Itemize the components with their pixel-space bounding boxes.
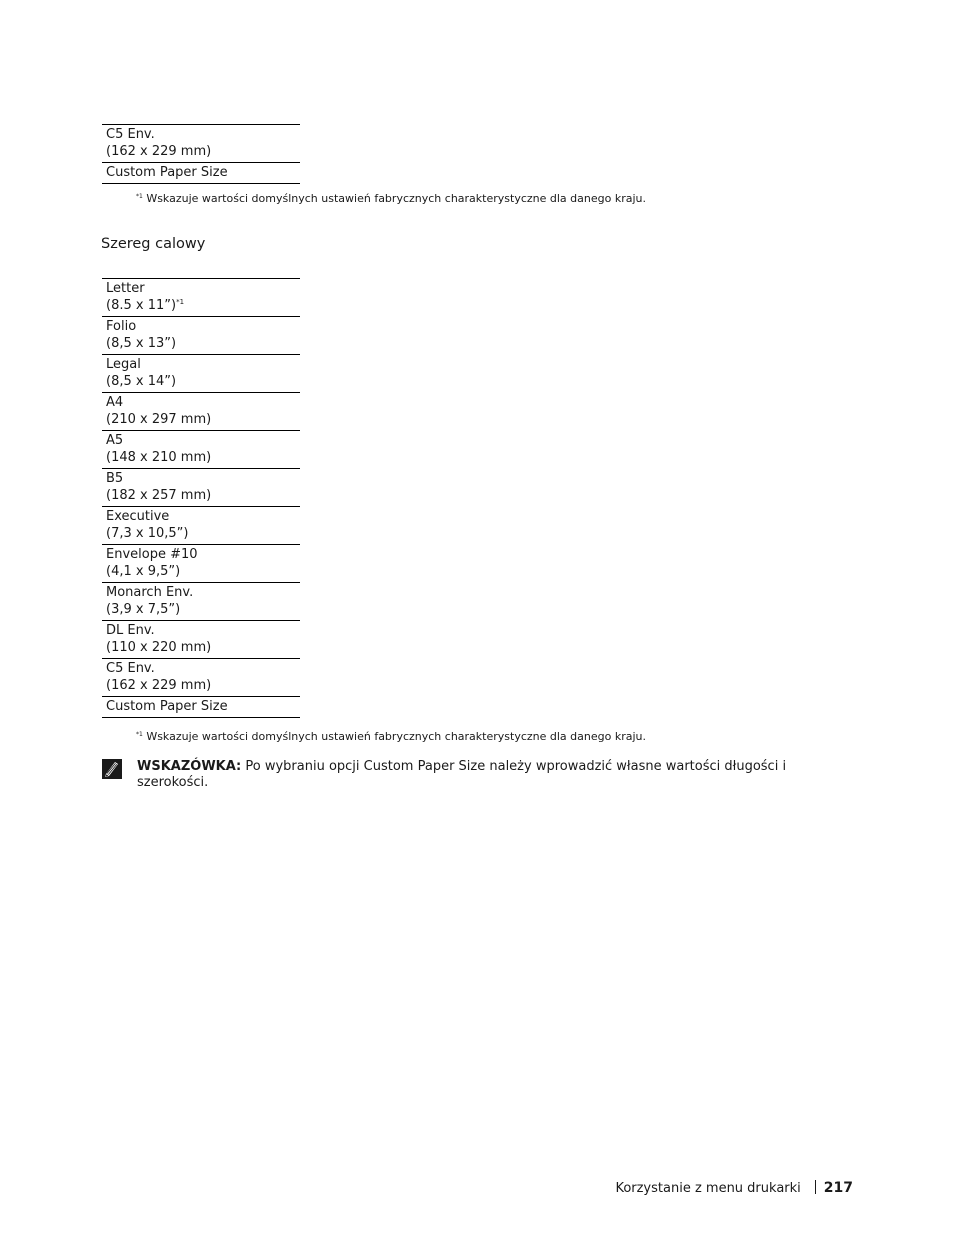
note-text <box>137 759 797 791</box>
paper-name: Letter <box>106 281 145 296</box>
paper-dimensions: (162 x 229 mm) <box>106 144 212 159</box>
paper-dimensions: (8.5 x 11”) <box>106 298 177 313</box>
paper-name: Custom Paper Size <box>106 165 228 180</box>
paper-name: A4 <box>106 395 124 410</box>
table-row <box>102 659 300 697</box>
paper-dimensions: (3,9 x 7,5”) <box>106 602 181 617</box>
table-row <box>102 469 300 507</box>
note-label: WSKAZÓWKA: <box>137 759 242 774</box>
paper-dimensions: (182 x 257 mm) <box>106 488 212 503</box>
table-row <box>102 125 300 163</box>
paper-dimensions: (210 x 297 mm) <box>106 412 212 427</box>
footnote-bottom <box>136 730 646 744</box>
paper-dimensions: (8,5 x 14”) <box>106 374 177 389</box>
chapter-title: Korzystanie z menu drukarki <box>615 1181 801 1196</box>
paper-name: Folio <box>106 319 137 334</box>
paper-name: Executive <box>106 509 170 524</box>
paper-dimensions: (7,3 x 10,5”) <box>106 526 189 541</box>
paper-name: DL Env. <box>106 623 155 638</box>
pencil-note-icon <box>102 759 122 779</box>
paper-name: A5 <box>106 433 124 448</box>
note-body: Po wybraniu opcji Custom Paper Size należy wprowadzić własne wartości długości i szerokości. <box>137 759 787 790</box>
footnote-ref: *1 <box>176 298 185 306</box>
table-row <box>102 317 300 355</box>
footnote-text: Wskazuje wartości domyślnych ustawień fabrycznych charakterystyczne dla danego kraju. <box>146 730 646 743</box>
page-number: 217 <box>823 1180 853 1196</box>
table-row <box>102 507 300 545</box>
section-heading: Szereg calowy <box>101 236 206 252</box>
table-row <box>102 621 300 659</box>
paper-dimensions: (110 x 220 mm) <box>106 640 212 655</box>
paper-name: Envelope #10 <box>106 547 198 562</box>
footnote-marker: *1 <box>136 193 143 200</box>
table-row <box>102 583 300 621</box>
paper-name: C5 Env. <box>106 127 155 142</box>
paper-size-table-top <box>102 124 300 184</box>
paper-dimensions: (8,5 x 13”) <box>106 336 177 351</box>
footnote-top <box>136 192 646 206</box>
table-row <box>102 545 300 583</box>
paper-size-table-inch <box>102 278 300 718</box>
paper-name: C5 Env. <box>106 661 155 676</box>
paper-dimensions: (4,1 x 9,5”) <box>106 564 181 579</box>
footnote-text: Wskazuje wartości domyślnych ustawień fabrycznych charakterystyczne dla danego kraju. <box>146 192 646 205</box>
table-row <box>102 279 300 317</box>
footer-separator <box>815 1180 816 1194</box>
table-row <box>102 163 300 184</box>
table-row <box>102 431 300 469</box>
paper-dimensions: (148 x 210 mm) <box>106 450 212 465</box>
paper-name: Custom Paper Size <box>106 699 228 714</box>
footnote-marker: *1 <box>136 731 143 738</box>
paper-dimensions: (162 x 229 mm) <box>106 678 212 693</box>
paper-name: B5 <box>106 471 124 486</box>
paper-name: Monarch Env. <box>106 585 194 600</box>
table-row <box>102 393 300 431</box>
table-row <box>102 355 300 393</box>
paper-name: Legal <box>106 357 141 372</box>
page-footer <box>615 1179 853 1198</box>
table-row <box>102 697 300 718</box>
